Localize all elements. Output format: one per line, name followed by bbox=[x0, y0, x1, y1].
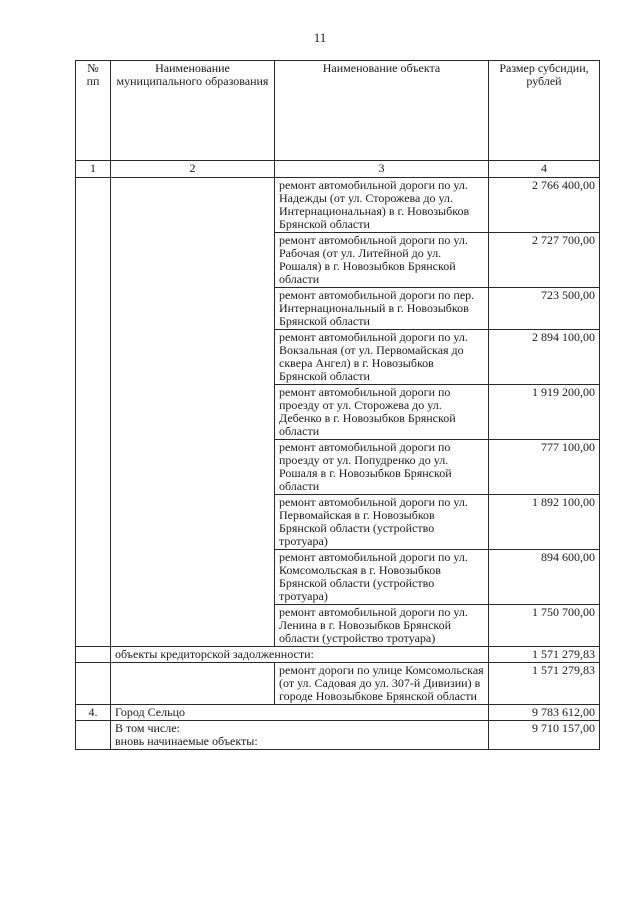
object-amount: 894 600,00 bbox=[489, 550, 600, 605]
empty-cell bbox=[76, 721, 111, 750]
municipality-name: Город Сельцо bbox=[111, 705, 489, 721]
column-number-row bbox=[76, 161, 600, 178]
debt-objects-amount: 1 571 279,83 bbox=[489, 647, 600, 663]
header-number: № пп bbox=[76, 61, 111, 161]
header-municipality: Наименование муниципального образования bbox=[111, 61, 275, 161]
object-amount: 2 894 100,00 bbox=[489, 330, 600, 385]
column-number: 4 bbox=[489, 161, 600, 178]
object-name: ремонт автомобильной дороги по ул. Ленина в г. Новозыбков Брянской области (устройство тротуара) bbox=[275, 605, 489, 647]
column-number: 2 bbox=[111, 161, 275, 178]
debt-objects-row bbox=[76, 647, 600, 663]
object-name: ремонт дороги по улице Комсомольская (от ул. Садовая до ул. 307-й Дивизии) в городе Новозыбкове Брянской области bbox=[275, 663, 489, 705]
row-number: 4. bbox=[76, 705, 111, 721]
subsidy-table bbox=[75, 60, 600, 750]
column-number: 3 bbox=[275, 161, 489, 178]
municipality-amount: 9 783 612,00 bbox=[489, 705, 600, 721]
object-name: ремонт автомобильной дороги по ул. Вокзальная (от ул. Первомайская до сквера Ангел) в г. Новозыбков Брянской области bbox=[275, 330, 489, 385]
header-object: Наименование объекта bbox=[275, 61, 489, 161]
column-number: 1 bbox=[76, 161, 111, 178]
object-row bbox=[76, 178, 600, 233]
object-amount: 2 727 700,00 bbox=[489, 233, 600, 288]
object-name: ремонт автомобильной дороги по пер. Интернациональный в г. Новозыбков Брянской области bbox=[275, 288, 489, 330]
empty-cell bbox=[111, 663, 275, 705]
object-amount: 1 919 200,00 bbox=[489, 385, 600, 440]
empty-cell bbox=[76, 178, 111, 647]
object-amount: 1 571 279,83 bbox=[489, 663, 600, 705]
empty-cell bbox=[76, 647, 111, 663]
object-name: ремонт автомобильной дороги по проезду от ул. Попудренко до ул. Рошаля в г. Новозыбков Брянской области bbox=[275, 440, 489, 495]
including-label-line-1: В том числе: bbox=[115, 721, 180, 735]
header-subsidy: Размер субсидии, рублей bbox=[489, 61, 600, 161]
object-name: ремонт автомобильной дороги по ул. Первомайская в г. Новозыбков Брянской области (устройство тротуара) bbox=[275, 495, 489, 550]
object-amount: 2 766 400,00 bbox=[489, 178, 600, 233]
object-amount: 723 500,00 bbox=[489, 288, 600, 330]
debt-objects-label: объекты кредиторской задолженности: bbox=[111, 647, 489, 663]
empty-cell bbox=[76, 663, 111, 705]
object-amount: 1 750 700,00 bbox=[489, 605, 600, 647]
object-amount: 777 100,00 bbox=[489, 440, 600, 495]
city-row bbox=[76, 705, 600, 721]
header-row bbox=[76, 61, 600, 161]
object-name: ремонт автомобильной дороги по ул. Надежды (от ул. Сторожева до ул. Интернациональная) в г. Новозыбков Брянской области bbox=[275, 178, 489, 233]
including-row bbox=[76, 721, 600, 750]
object-amount: 1 892 100,00 bbox=[489, 495, 600, 550]
including-label-line-2: вновь начинаемые объекты: bbox=[115, 734, 258, 748]
object-name: ремонт автомобильной дороги по ул. Комсомольская в г. Новозыбков Брянской области (устройство тротуара) bbox=[275, 550, 489, 605]
including-label bbox=[111, 721, 489, 750]
page-number: 11 bbox=[313, 30, 327, 45]
object-name: ремонт автомобильной дороги по ул. Рабочая (от ул. Литейной до ул. Рошаля) в г. Новозыбков Брянской области bbox=[275, 233, 489, 288]
including-amount: 9 710 157,00 bbox=[489, 721, 600, 750]
debt-object-row bbox=[76, 663, 600, 705]
object-name: ремонт автомобильной дороги по проезду от ул. Сторожева до ул. Дебенко в г. Новозыбков Брянской области bbox=[275, 385, 489, 440]
empty-cell bbox=[111, 178, 275, 647]
